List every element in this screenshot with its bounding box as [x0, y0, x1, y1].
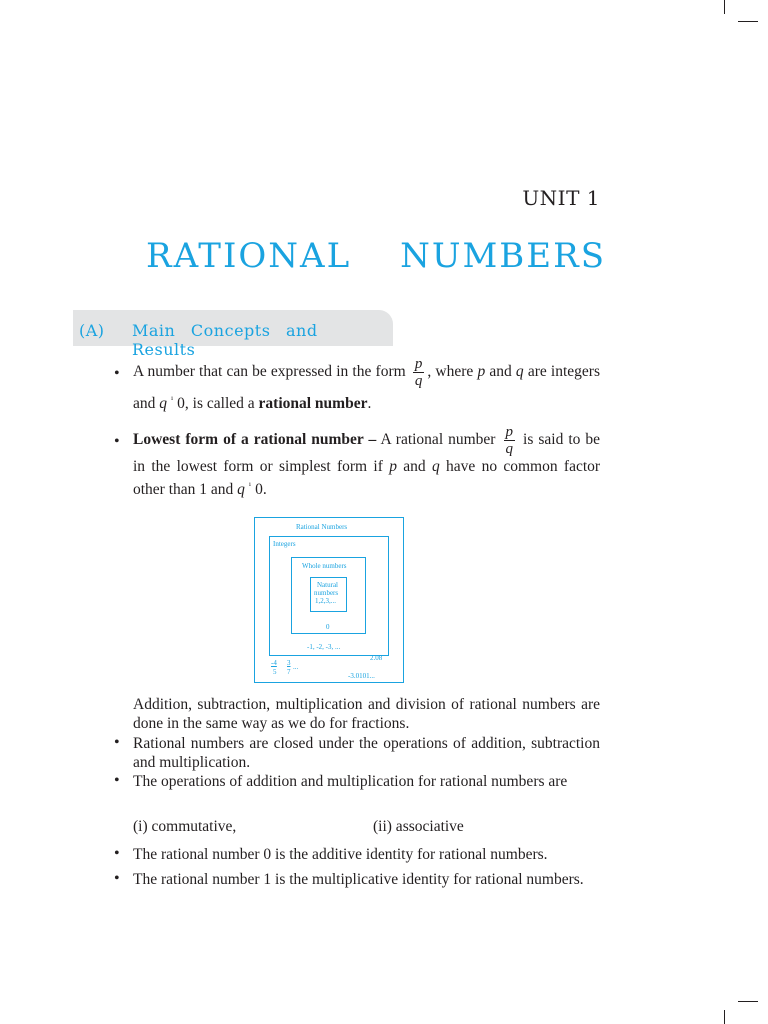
label-fraction-dots: ... [293, 663, 299, 671]
bullet-6-text: The rational number 1 is the multiplicative identity for rational numbers. [133, 871, 584, 888]
property-commutative: (i) commutative, [133, 818, 237, 835]
crop-mark-top-vertical [724, 0, 725, 14]
operations-paragraph: Addition, subtraction, multiplication and division of rational numbers are done in the same way as we do for fractions. [133, 696, 600, 732]
label-fraction-1-den: 5 [273, 668, 277, 676]
chapter-title [146, 236, 606, 276]
term-rational-number: rational number [258, 395, 368, 413]
chapter-title-word-2: NUMBERS [400, 236, 606, 276]
bullet-1-text: A number that can be expressed in the form $\frac{p}{q}$ , where p and q are integers and q $^{^1}$ 0, is called a rational number. [133, 356, 601, 413]
label-zero: 0 [326, 623, 330, 631]
label-fraction-2-den: 7 [287, 668, 291, 676]
section-heading [73, 310, 393, 359]
bullet-4-text: The operations of addition and multiplication for rational numbers are [133, 773, 568, 790]
label-integers: Integers [273, 540, 296, 548]
bullet-3-marker: • [114, 734, 120, 751]
bullet-5-text: The rational number 0 is the additive identity for rational numbers. [133, 846, 548, 863]
property-associative: (ii) associative [373, 818, 464, 835]
chapter-title-word-1: RATIONAL [146, 236, 352, 276]
bullet-5-marker: • [114, 845, 120, 862]
crop-mark-bottom-vertical [724, 1010, 725, 1024]
label-rational-numbers: Rational Numbers [296, 523, 348, 531]
bullet-4-marker: • [114, 772, 120, 789]
fraction-p-over-q: $\frac{p}{q}$ [505, 424, 513, 457]
bullet-1-marker: • [114, 365, 120, 382]
unit-label: UNIT 1 [522, 186, 600, 210]
section-title: Main Concepts and Results [132, 321, 318, 359]
label-natural-3: 1,2,3,... [315, 597, 336, 605]
label-decimal-2: -3.0101... [348, 672, 375, 680]
bullet-2-text: Lowest form of a rational number – A rational number $\frac{p}{q}$ is said to be in the lowest form or simplest form if p and q have no common factor other than 1 and q $^{^1}$ 0. [133, 424, 601, 499]
crop-mark-top-horizontal [738, 21, 758, 22]
fraction-p-over-q: $\frac{p}{q}$ [414, 356, 423, 389]
section-label: (A) [79, 321, 105, 340]
bullet-6-marker: • [114, 870, 120, 887]
term-lowest-form: Lowest form of a rational number – [133, 431, 377, 449]
bullet-2-marker: • [114, 433, 120, 450]
label-natural-2: numbers [314, 589, 339, 597]
label-decimal-1: 2.08 [370, 654, 383, 662]
label-fraction-1-num: -4 [271, 659, 277, 667]
label-negative-integers: -1, -2, -3, ... [307, 643, 341, 651]
label-fraction-2-num: 3 [287, 659, 291, 667]
label-whole-numbers: Whole numbers [302, 562, 347, 570]
crop-mark-bottom-horizontal [738, 1001, 758, 1002]
label-natural-1: Natural [317, 581, 338, 589]
bullet-3-text: Rational numbers are closed under the operations of addition, subtraction and multiplication. [133, 735, 600, 771]
